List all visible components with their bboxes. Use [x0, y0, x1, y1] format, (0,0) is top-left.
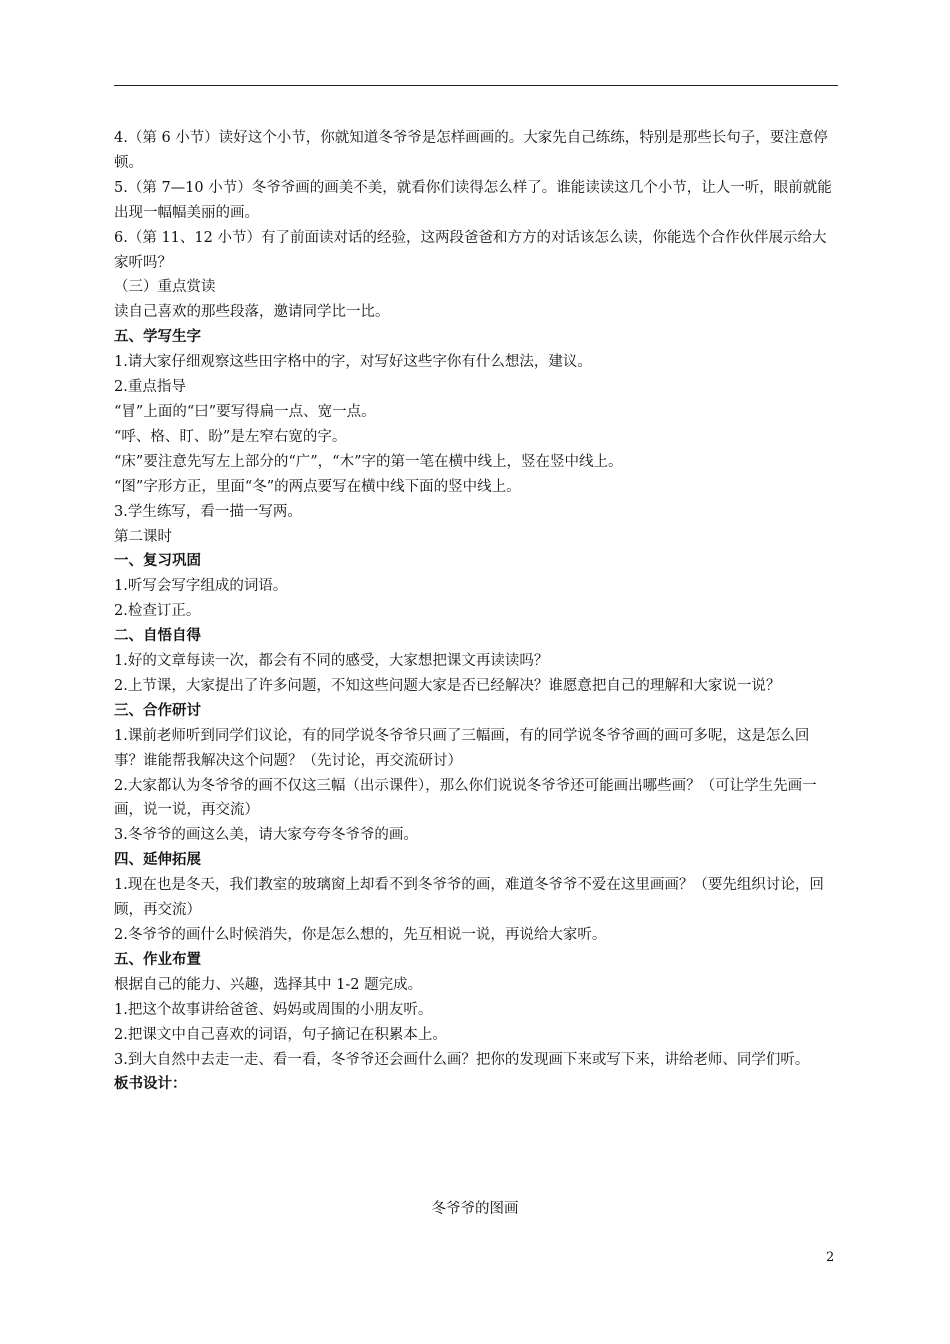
paragraph: 1.听写会写字组成的词语。 [114, 578, 288, 595]
paragraph: 5.（第 7—10 小节）冬爷爷画的画美不美，就看你们读得怎么样了。谁能读读这几个小节，让人一听，眼前就能出现一幅幅美丽的画。 [114, 179, 832, 221]
paragraph: 3.冬爷爷的画这么美，请大家夸夸冬爷爷的画。 [114, 827, 418, 844]
paragraph: 1.请大家仔细观察这些田字格中的字，对写好这些字你有什么想法，建议。 [114, 354, 592, 371]
paragraph: “冒”上面的“曰”要写得扁一点、宽一点。 [114, 403, 376, 420]
board-design-title: 冬爷爷的图画 [431, 1201, 519, 1217]
section-heading: 五、学写生字 [114, 329, 201, 346]
paragraph: 3.到大自然中去走一走、看一看，冬爷爷还会画什么画？把你的发现画下来或写下来，讲给老师、同学们听。 [114, 1051, 810, 1068]
section-heading: 一、复习巩固 [114, 553, 201, 570]
section-heading: 五、作业布置 [114, 951, 201, 968]
paragraph: 2.把课文中自己喜欢的词语，句子摘记在积累本上。 [114, 1026, 447, 1043]
section-heading: 三、合作研讨 [114, 702, 201, 719]
paragraph: “床”要注意先写左上部分的“广”，“木”字的第一笔在横中线上，竖在竖中线上。 [114, 453, 623, 470]
paragraph: 2.冬爷爷的画什么时候消失，你是怎么想的，先互相说一说，再说给大家听。 [114, 927, 607, 943]
paragraph: 根据自己的能力、兴趣，选择其中 1-2 题完成。 [114, 976, 423, 993]
paragraph: 2.大家都认为冬爷爷的画不仅这三幅（出示课件），那么你们说说冬爷爷还可能画出哪些画？（可让学生先画一画，说一说，再交流） [114, 777, 817, 819]
paragraph: 2.上节课，大家提出了许多问题，不知这些问题大家是否已经解决？谁愿意把自己的理解和大家说一说？ [114, 677, 781, 694]
header-rule [114, 85, 838, 86]
section-heading: 板书设计： [114, 1076, 187, 1093]
paragraph: 第二课时 [114, 528, 172, 545]
paragraph: “呼、格、盯、盼”是左窄右宽的字。 [114, 428, 347, 445]
page-number: 2 [826, 1250, 835, 1265]
paragraph: 1.把这个故事讲给爸爸、妈妈或周围的小朋友听。 [114, 1001, 433, 1018]
paragraph: 读自己喜欢的那些段落，邀请同学比一比。 [114, 304, 390, 321]
paragraph: 6.（第 11、12 小节）有了前面读对话的经验，这两段爸爸和方方的对话该怎么读，你能选个合作伙伴展示给大家听吗？ [114, 229, 827, 271]
paragraph: 3.学生练写，看一描一写两。 [114, 503, 302, 520]
paragraph: 2.检查订正。 [114, 603, 201, 620]
paragraph: 4.（第 6 小节）读好这个小节，你就知道冬爷爷是怎样画画的。大家先自己练练，特别是那些长句子，要注意停顿。 [114, 130, 828, 171]
paragraph: 1.课前老师听到同学们议论，有的同学说冬爷爷只画了三幅画，有的同学说冬爷爷画的画可多呢，这是怎么回事？谁能帮我解决这个问题？（先讨论，再交流研讨） [114, 727, 810, 769]
document-body [114, 126, 838, 1097]
section-heading: 二、自悟自得 [114, 628, 201, 645]
section-heading: 四、延伸拓展 [114, 852, 201, 869]
paragraph: （三）重点赏读 [114, 279, 216, 296]
paragraph: “图”字形方正，里面“冬”的两点要写在横中线下面的竖中线上。 [114, 478, 521, 495]
paragraph: 2.重点指导 [114, 379, 186, 396]
paragraph: 1.现在也是冬天，我们教室的玻璃窗上却看不到冬爷爷的画，难道冬爷爷不爱在这里画画？（要先组织讨论，回顾，再交流） [114, 877, 824, 919]
paragraph: 1.好的文章每读一次，都会有不同的感受，大家想把课文再读读吗？ [114, 653, 549, 670]
